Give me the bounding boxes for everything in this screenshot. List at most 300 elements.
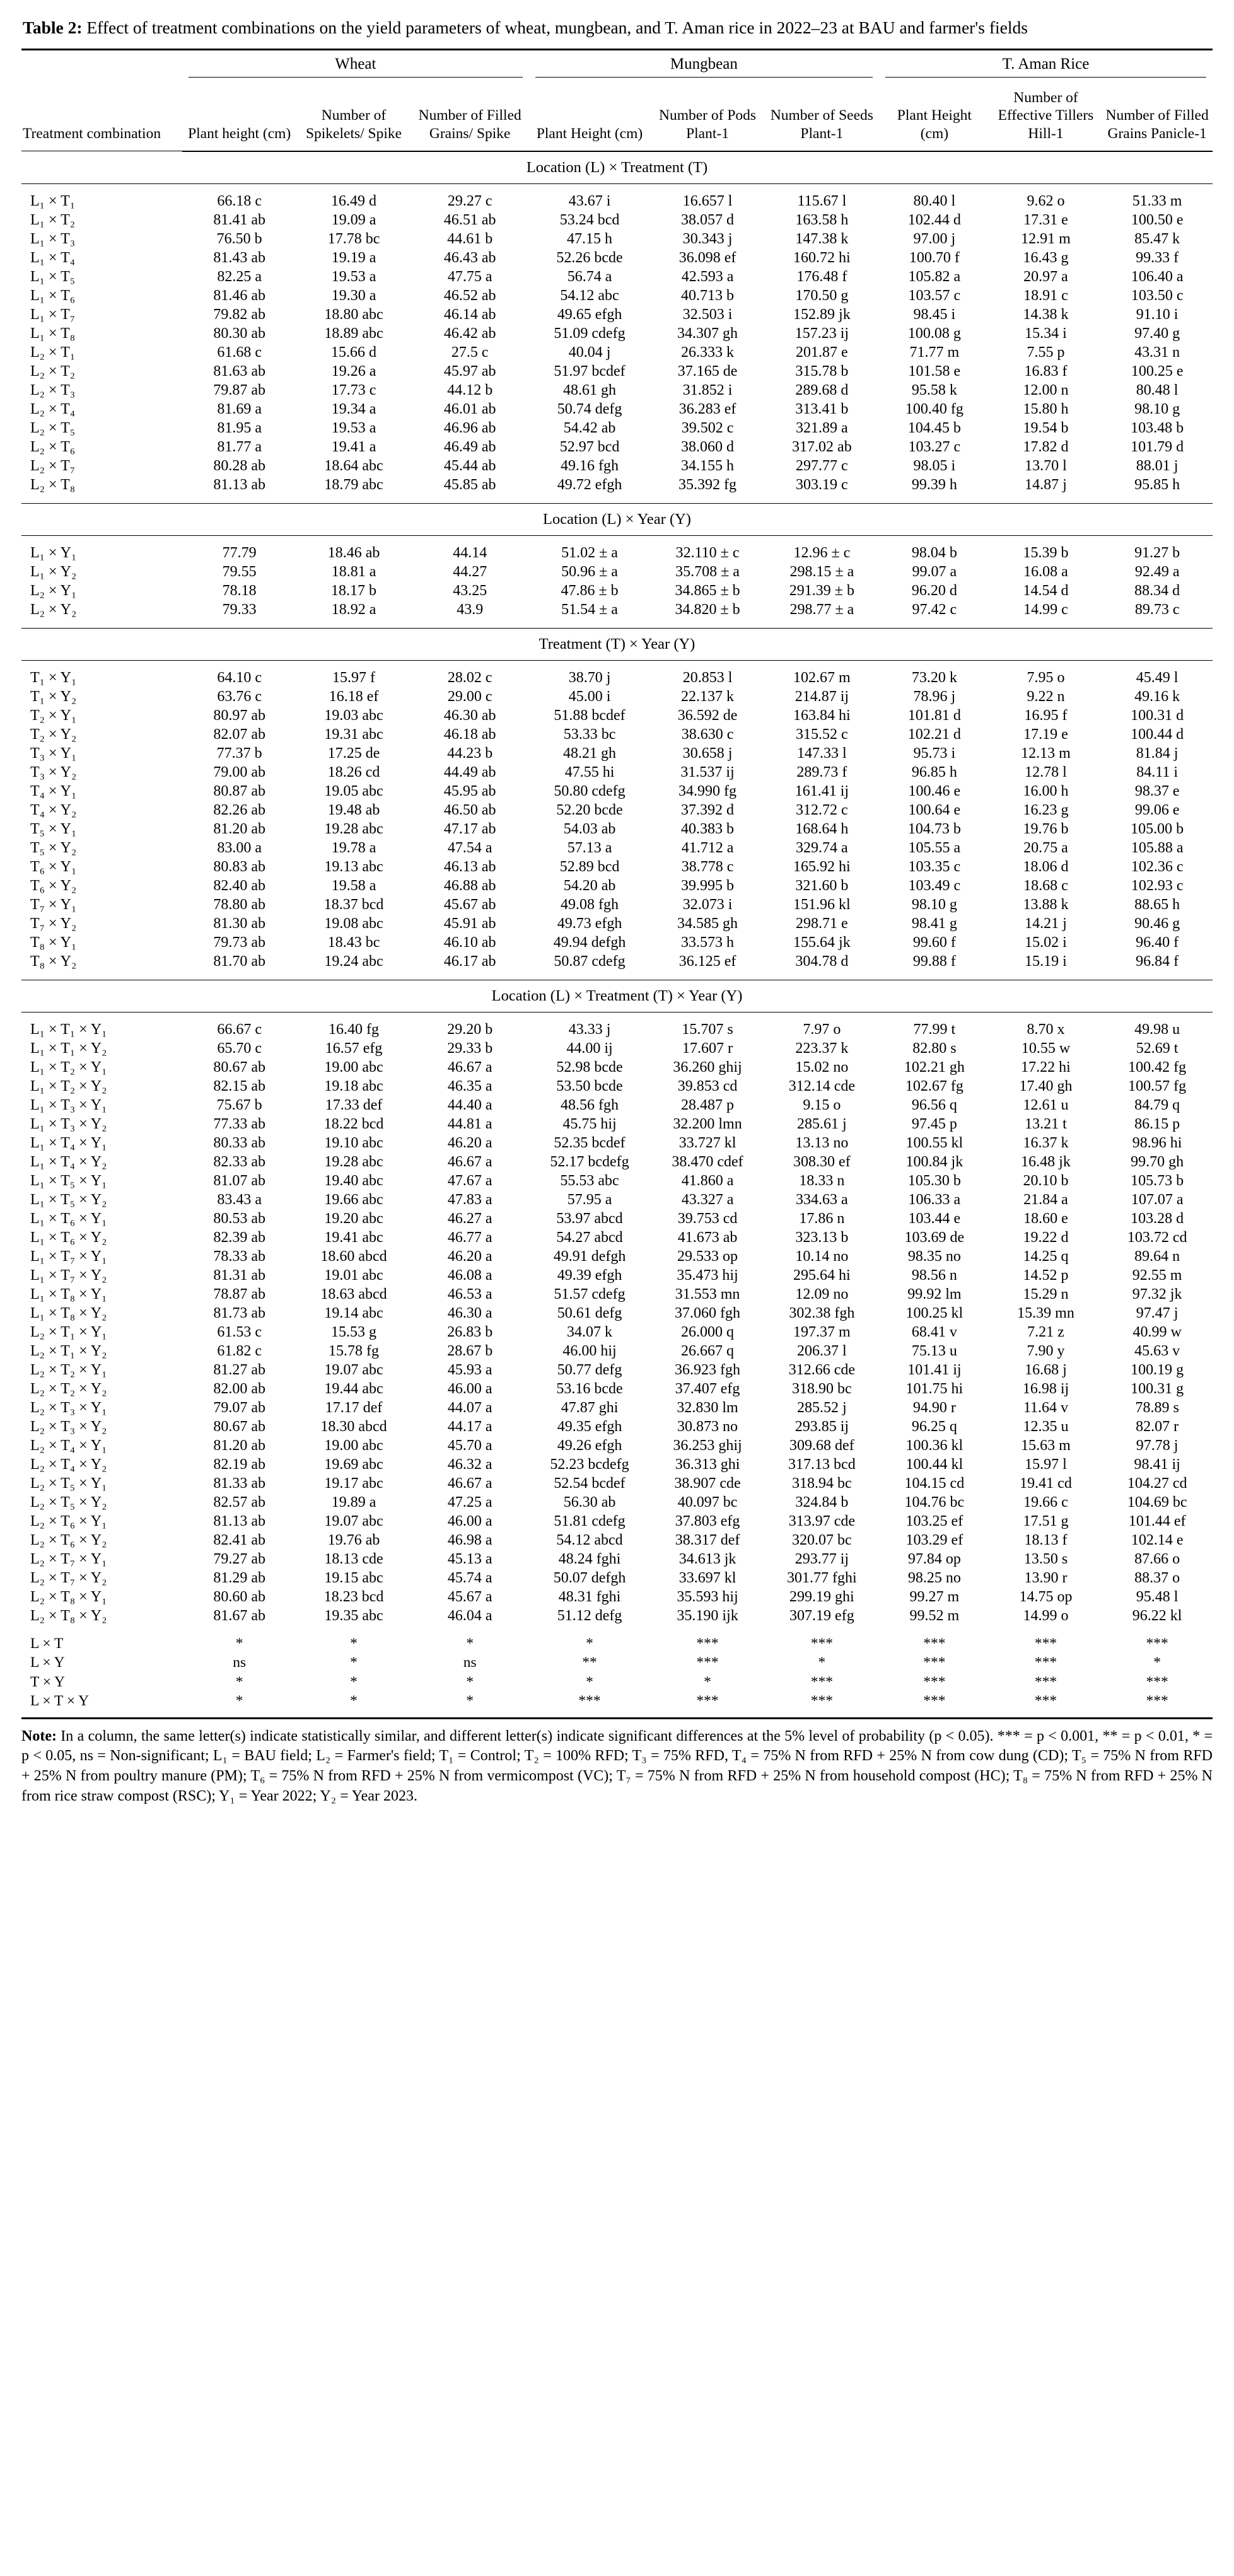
data-cell: 46.77 a [447, 1229, 492, 1246]
table-row [21, 1248, 1213, 1267]
data-cell: 19.05 abc [324, 783, 383, 800]
data-cell: 81.20 ab [213, 821, 265, 838]
data-cell: 97.40 g [1134, 325, 1180, 342]
data-cell: 13.13 no [795, 1135, 849, 1152]
data-cell: 37.803 efg [675, 1513, 740, 1530]
data-cell: 39.753 cd [677, 1210, 738, 1227]
row-label: L₂ × T₂ [30, 363, 76, 380]
data-cell: 10.55 w [1021, 1040, 1071, 1057]
table-body [21, 151, 1213, 1711]
data-cell: 91.10 i [1136, 306, 1179, 323]
data-cell: 80.67 ab [213, 1419, 265, 1436]
data-cell: 19.13 abc [324, 859, 383, 876]
data-cell: 78.87 ab [213, 1286, 265, 1303]
data-cell: 293.85 ij [795, 1419, 849, 1436]
table-row [21, 1475, 1213, 1494]
data-cell: 82.00 ab [213, 1381, 265, 1398]
data-cell: 47.86 ± b [561, 583, 619, 600]
data-cell: 48.21 gh [563, 745, 617, 762]
row-label: T₂ × Y₂ [30, 726, 77, 743]
data-cell: 31.553 mn [675, 1286, 740, 1303]
data-cell: 14.38 k [1023, 306, 1069, 323]
row-label: L₂ × T₅ × Y₂ [30, 1494, 107, 1511]
data-cell: 52.23 bcdefg [550, 1456, 629, 1473]
table-row [21, 1323, 1213, 1342]
row-label: L₂ × T₈ × Y₁ [30, 1589, 107, 1606]
data-cell: 320.07 bc [792, 1532, 852, 1549]
data-cell: 82.39 ab [213, 1229, 265, 1246]
data-cell: 82.40 ab [213, 878, 265, 895]
data-cell: 14.25 q [1023, 1248, 1069, 1265]
data-cell: 17.19 e [1023, 726, 1068, 743]
data-cell: 44.23 b [447, 745, 493, 762]
data-cell: 18.30 abcd [320, 1419, 387, 1436]
table-row [21, 1077, 1213, 1096]
data-cell: 68.41 v [911, 1324, 957, 1341]
data-cell: 147.33 l [797, 745, 847, 762]
data-cell: 52.26 bcde [556, 250, 623, 267]
row-label: T₁ × Y₂ [30, 688, 77, 705]
section-title: Location (L) × Treatment (T) [21, 151, 1213, 184]
data-cell: 312.66 cde [788, 1362, 856, 1379]
table-row [21, 745, 1213, 763]
row-label: L₂ × T₇ × Y₁ [30, 1551, 107, 1568]
significance-cell: *** [1146, 1693, 1168, 1710]
data-cell: 49.73 efgh [557, 915, 622, 932]
data-cell: 101.75 hi [905, 1381, 963, 1398]
data-cell: 46.17 ab [443, 953, 496, 970]
section-header-row [21, 503, 1213, 535]
data-cell: 163.58 h [795, 212, 849, 229]
data-cell: 7.55 p [1027, 344, 1065, 361]
significance-cell: * [350, 1693, 358, 1710]
section-spacer [21, 660, 1213, 669]
data-cell: 102.14 e [1131, 1532, 1184, 1549]
data-cell: 293.77 ij [795, 1551, 849, 1568]
data-cell: 19.18 abc [324, 1078, 383, 1095]
data-cell: 43.31 n [1134, 344, 1180, 361]
data-cell: 18.13 f [1024, 1532, 1068, 1549]
data-cell: 214.87 ij [795, 688, 849, 705]
caption-text: Effect of treatment combinations on the yield parameters of wheat, mungbean, and T. Aman rice in 2022–23 at BAU and farmer's fields [82, 18, 1028, 37]
row-label: L₂ × T₃ × Y₁ [30, 1400, 107, 1417]
data-cell: 13.88 k [1023, 896, 1069, 914]
data-cell: 81.84 j [1136, 745, 1179, 762]
table-row [21, 1588, 1213, 1607]
data-cell: 19.19 a [331, 250, 376, 267]
spacer-cell [21, 1626, 1213, 1634]
row-label: L₁ × T₂ × Y₁ [30, 1059, 107, 1076]
data-cell: 102.21 d [907, 726, 961, 743]
significance-cell: * [350, 1654, 358, 1671]
row-label: L₂ × T₇ [30, 458, 76, 475]
data-cell: 317.13 bcd [788, 1456, 856, 1473]
data-cell: 103.48 b [1131, 420, 1184, 437]
data-cell: 44.12 b [447, 382, 493, 399]
data-cell: 34.585 gh [677, 915, 738, 932]
data-cell: 29.27 c [447, 193, 492, 210]
data-cell: 96.22 kl [1132, 1608, 1182, 1625]
data-cell: 19.28 abc [324, 821, 383, 838]
data-cell: 48.31 fghi [558, 1589, 621, 1606]
data-cell: 50.87 cdefg [554, 953, 626, 970]
row-label: T₈ × Y₁ [30, 934, 77, 951]
table-row [21, 1040, 1213, 1059]
data-cell: 79.87 ab [213, 382, 265, 399]
data-cell: 95.58 k [911, 382, 957, 399]
data-cell: 46.35 a [447, 1078, 492, 1095]
data-cell: 46.10 ab [443, 934, 496, 951]
data-cell: 16.68 j [1025, 1362, 1067, 1379]
row-label: T₆ × Y₁ [30, 859, 77, 876]
data-cell: 83.00 a [217, 840, 262, 857]
row-label: L₁ × T₈ [30, 325, 76, 342]
data-cell: 54.12 abcd [556, 1532, 623, 1549]
spacer-cell [21, 183, 1213, 192]
row-label: L₂ × T₃ × Y₂ [30, 1419, 107, 1436]
section-spacer [21, 495, 1213, 504]
data-cell: 18.63 abcd [320, 1286, 387, 1303]
data-cell: 16.23 g [1023, 802, 1069, 819]
data-cell: 96.40 f [1136, 934, 1179, 951]
data-cell: 101.79 d [1131, 439, 1184, 456]
data-cell: 36.260 ghij [673, 1059, 742, 1076]
data-cell: 51.97 bcdef [554, 363, 626, 380]
data-cell: 31.537 ij [680, 764, 735, 781]
data-cell: 163.84 hi [793, 707, 851, 724]
data-cell: 104.27 cd [1127, 1475, 1187, 1492]
data-cell: 32.503 i [682, 306, 733, 323]
data-cell: 19.24 abc [324, 953, 383, 970]
data-cell: 103.27 c [908, 439, 961, 456]
section-spacer [21, 972, 1213, 980]
data-cell: 49.98 u [1134, 1021, 1180, 1038]
table-row [21, 763, 1213, 782]
data-cell: 298.15 ± a [789, 564, 854, 581]
data-cell: 18.80 abc [324, 306, 383, 323]
data-cell: 317.02 ab [792, 439, 852, 456]
data-cell: 46.00 hij [562, 1343, 617, 1360]
data-cell: 53.16 bcde [556, 1381, 623, 1398]
row-label: L₁ × T₇ × Y₂ [30, 1267, 107, 1284]
data-cell: 98.35 no [907, 1248, 961, 1265]
significance-cell: *** [1034, 1654, 1057, 1671]
significance-cell: *** [578, 1693, 601, 1710]
data-cell: 31.852 i [682, 382, 733, 399]
data-cell: 99.06 e [1134, 802, 1180, 819]
significance-label: L × Y [30, 1654, 65, 1671]
data-cell: 80.87 ab [213, 783, 265, 800]
section-title: Location (L) × Year (Y) [21, 503, 1213, 535]
data-cell: 15.34 i [1025, 325, 1067, 342]
data-cell: 45.67 ab [443, 896, 496, 914]
data-cell: 7.97 o [803, 1021, 841, 1038]
data-cell: 18.91 c [1023, 287, 1068, 305]
data-cell: 13.50 s [1023, 1551, 1068, 1568]
data-cell: 14.54 d [1023, 583, 1069, 600]
row-label: L₂ × T₈ [30, 477, 76, 494]
significance-cell: * [235, 1635, 243, 1652]
data-cell: 46.88 ab [443, 878, 496, 895]
table-row [21, 1569, 1213, 1588]
data-cell: 16.49 d [331, 193, 377, 210]
data-cell: 102.44 d [907, 212, 961, 229]
data-cell: 19.07 abc [324, 1513, 383, 1530]
header-col-wheat-filled-grains: Number of Filled Grains/ Spike [411, 83, 529, 151]
data-cell: 176.48 f [796, 269, 847, 286]
significance-cell: * [466, 1693, 474, 1710]
data-cell: 103.72 cd [1127, 1229, 1187, 1246]
data-cell: 51.57 cdefg [554, 1286, 626, 1303]
section-header-row [21, 980, 1213, 1012]
data-cell: 19.07 abc [324, 1362, 383, 1379]
data-cell: 53.24 bcd [559, 212, 620, 229]
data-cell: 79.73 ab [213, 934, 265, 951]
data-cell: 19.00 abc [324, 1059, 383, 1076]
data-cell: 15.39 b [1023, 545, 1069, 562]
data-cell: 11.64 v [1023, 1400, 1069, 1417]
data-cell: 55.53 abc [560, 1173, 619, 1190]
data-cell: 78.18 [222, 583, 257, 600]
data-cell: 37.060 fgh [675, 1305, 741, 1322]
section-title: Treatment (T) × Year (Y) [21, 628, 1213, 660]
note-label: Note: [21, 1727, 57, 1744]
data-cell: 32.110 ± c [675, 545, 740, 562]
data-cell: 19.41 cd [1020, 1475, 1072, 1492]
data-cell: 19.41 abc [324, 1229, 383, 1246]
table-row [21, 1399, 1213, 1418]
data-cell: 73.20 k [911, 670, 957, 687]
header-col-rice-tillers: Number of Effective Tillers Hill-1 [990, 83, 1102, 151]
data-cell: 103.49 c [908, 878, 961, 895]
data-cell: 45.85 ab [443, 477, 496, 494]
data-cell: 100.44 d [1131, 726, 1184, 743]
data-cell: 36.253 ghij [673, 1437, 742, 1454]
data-cell: 46.14 ab [443, 306, 496, 323]
data-cell: 152.89 jk [793, 306, 851, 323]
data-cell: 43.33 j [568, 1021, 611, 1038]
data-cell: 17.607 r [682, 1040, 733, 1057]
table-row [21, 344, 1213, 363]
row-label: L₁ × Y₁ [30, 545, 77, 562]
significance-cell: * [235, 1693, 243, 1710]
data-cell: 46.08 a [447, 1267, 492, 1284]
data-cell: 51.81 cdefg [554, 1513, 626, 1530]
data-cell: 17.25 de [327, 745, 380, 762]
row-label: L₁ × T₇ [30, 306, 76, 323]
data-cell: 98.56 n [911, 1267, 957, 1284]
data-cell: 100.08 g [907, 325, 961, 342]
data-cell: 45.95 ab [443, 783, 496, 800]
data-cell: 81.27 ab [213, 1362, 265, 1379]
note-text: In a column, the same letter(s) indicate statistically similar, and different letter(s) indicate significant differences at the 5% level of probability (p < 0.05). *** = p < 0.001, ** = p < 0.01, * = p < 0.05, ns = Non-significant; L₁ = BAU field; L₂ = Farmer's field; T₁ = Control; T₂ = 100% RFD; T₃ = 75% RFD, T₄ = 75% N from RFD + 25% N from cow dung (CD); T₅ = 75% N from RFD + 25% N from poultry manure (PM); T₆ = 75% N from RFD + 25% N from vermicompost (VC); T₇ = 75% N from RFD + 25% N from household compost (HC); T₈ = 75% N from RFD + 25% N from rice straw compost (RSC); Y₁ = Year 2022; Y₂ = Year 2023. [21, 1727, 1213, 1804]
data-cell: 81.30 ab [213, 915, 265, 932]
data-cell: 40.713 b [681, 287, 735, 305]
data-cell: 30.873 no [677, 1419, 738, 1436]
table-row [21, 896, 1213, 915]
table-row [21, 211, 1213, 230]
data-cell: 13.90 r [1024, 1570, 1068, 1587]
data-cell: 82.15 ab [213, 1078, 265, 1095]
table-row [21, 820, 1213, 839]
data-cell: 18.81 a [331, 564, 376, 581]
data-cell: 97.47 j [1136, 1305, 1179, 1322]
data-cell: 46.51 ab [443, 212, 496, 229]
data-cell: 81.29 ab [213, 1570, 265, 1587]
data-cell: 102.36 c [1131, 859, 1184, 876]
data-cell: 44.00 ij [566, 1040, 613, 1057]
data-cell: 49.39 efgh [557, 1267, 622, 1284]
data-cell: 30.658 j [682, 745, 733, 762]
table-row [21, 1550, 1213, 1569]
data-cell: 20.10 b [1023, 1173, 1069, 1190]
data-cell: 19.69 abc [324, 1456, 383, 1473]
data-cell: 312.14 cde [788, 1078, 856, 1095]
data-cell: 18.13 cde [324, 1551, 383, 1568]
data-cell: 94.90 r [912, 1400, 956, 1417]
data-cell: 95.85 h [1134, 477, 1180, 494]
data-cell: 36.098 ef [678, 250, 736, 267]
table-row [21, 1059, 1213, 1077]
data-cell: 15.80 h [1023, 401, 1069, 418]
data-cell: 81.41 ab [213, 212, 265, 229]
data-cell: 15.78 fg [329, 1343, 380, 1360]
data-cell: 82.07 r [1136, 1419, 1179, 1436]
data-cell: 103.50 c [1131, 287, 1184, 305]
data-cell: 80.97 ab [213, 707, 265, 724]
data-cell: 18.79 abc [324, 477, 383, 494]
header-col-rice-plant-height: Plant Height (cm) [879, 83, 990, 151]
table-row [21, 1021, 1213, 1040]
data-cell: 18.89 abc [324, 325, 383, 342]
significance-row [21, 1673, 1213, 1692]
data-cell: 100.55 kl [905, 1135, 963, 1152]
data-cell: 18.22 bcd [323, 1116, 384, 1133]
data-cell: 285.61 j [797, 1116, 847, 1133]
data-cell: 38.630 c [681, 726, 734, 743]
data-cell: 92.55 m [1132, 1267, 1182, 1284]
data-cell: 46.13 ab [443, 859, 496, 876]
data-cell: 223.37 k [795, 1040, 849, 1057]
data-cell: 86.15 p [1134, 1116, 1180, 1133]
table-row [21, 476, 1213, 495]
data-cell: 44.49 ab [443, 764, 496, 781]
data-cell: 45.63 v [1134, 1343, 1180, 1360]
data-cell: 54.20 ab [563, 878, 616, 895]
row-label: L₁ × Y₂ [30, 564, 77, 581]
table-row [21, 1267, 1213, 1285]
significance-cell: * [466, 1635, 474, 1652]
table-row [21, 419, 1213, 438]
table-row [21, 1512, 1213, 1531]
row-label: L₂ × Y₁ [30, 583, 77, 600]
data-cell: 44.40 a [447, 1097, 492, 1114]
data-cell: 36.923 fgh [675, 1362, 741, 1379]
data-cell: 12.91 m [1021, 231, 1071, 248]
data-cell: 28.02 c [447, 670, 492, 687]
table-row [21, 688, 1213, 707]
data-cell: 46.67 a [447, 1059, 492, 1076]
data-cell: 29.00 c [447, 688, 492, 705]
data-cell: 89.73 c [1134, 601, 1180, 618]
significance-cell: *** [1146, 1635, 1168, 1652]
row-label: L₁ × T₂ × Y₂ [30, 1078, 107, 1095]
table-row [21, 1342, 1213, 1361]
data-cell: 12.96 ± c [793, 545, 851, 562]
data-cell: 104.15 cd [904, 1475, 965, 1492]
header-group-wheat: Wheat [182, 49, 529, 83]
data-cell: 15.97 f [332, 670, 376, 687]
significance-cell: * [586, 1673, 593, 1690]
table-row [21, 801, 1213, 820]
data-cell: 91.27 b [1134, 545, 1180, 562]
row-label: L₁ × T₃ × Y₂ [30, 1116, 107, 1133]
data-cell: 18.17 b [331, 583, 377, 600]
significance-cell: *** [923, 1693, 946, 1710]
row-label: L₂ × T₂ × Y₂ [30, 1381, 107, 1398]
significance-cell: *** [810, 1673, 833, 1690]
data-cell: 40.383 b [681, 821, 735, 838]
data-cell: 81.33 ab [213, 1475, 265, 1492]
table-row [21, 1285, 1213, 1304]
row-label: L₁ × T₆ [30, 287, 76, 305]
row-label: L₁ × T₆ × Y₂ [30, 1229, 107, 1246]
data-cell: 301.77 fghi [787, 1570, 857, 1587]
header-col-mungbean-seeds: Number of Seeds Plant-1 [765, 83, 879, 151]
table-row [21, 438, 1213, 457]
data-cell: 46.04 a [447, 1608, 492, 1625]
data-cell: 49.65 efgh [557, 306, 622, 323]
data-cell: 15.63 m [1021, 1437, 1071, 1454]
data-cell: 43.9 [457, 601, 484, 618]
header-group-row [21, 49, 1213, 83]
data-cell: 54.27 abcd [556, 1229, 623, 1246]
data-cell: 56.30 ab [563, 1494, 616, 1511]
table-row [21, 1304, 1213, 1323]
data-cell: 53.50 bcde [556, 1078, 623, 1095]
table-row [21, 325, 1213, 344]
data-cell: 16.08 a [1023, 564, 1068, 581]
data-cell: 85.47 k [1134, 231, 1180, 248]
data-cell: 19.54 b [1023, 420, 1069, 437]
data-cell: 32.073 i [682, 896, 733, 914]
significance-cell: ** [582, 1654, 597, 1671]
data-cell: 50.74 defg [557, 401, 622, 418]
significance-cell: * [818, 1654, 826, 1671]
data-cell: 19.66 c [1023, 1494, 1068, 1511]
data-cell: 105.55 a [908, 840, 961, 857]
data-cell: 97.45 p [911, 1116, 957, 1133]
data-cell: 19.14 abc [324, 1305, 383, 1322]
data-cell: 19.53 a [331, 420, 376, 437]
data-cell: 14.87 j [1025, 477, 1067, 494]
data-cell: 105.30 b [907, 1173, 961, 1190]
data-cell: 36.592 de [677, 707, 738, 724]
data-cell: 170.50 g [795, 287, 849, 305]
row-label: T₃ × Y₁ [30, 745, 77, 762]
data-cell: 17.33 def [325, 1097, 383, 1114]
data-cell: 19.48 ab [327, 802, 380, 819]
section-header-row [21, 628, 1213, 660]
data-cell: 77.33 ab [213, 1116, 265, 1133]
data-cell: 33.573 h [681, 934, 735, 951]
data-cell: 46.20 a [447, 1248, 492, 1265]
data-cell: 52.35 bcdef [554, 1135, 626, 1152]
data-cell: 81.63 ab [213, 363, 265, 380]
data-cell: 26.667 q [681, 1343, 735, 1360]
data-cell: 46.50 ab [443, 802, 496, 819]
data-cell: 15.97 l [1025, 1456, 1067, 1473]
